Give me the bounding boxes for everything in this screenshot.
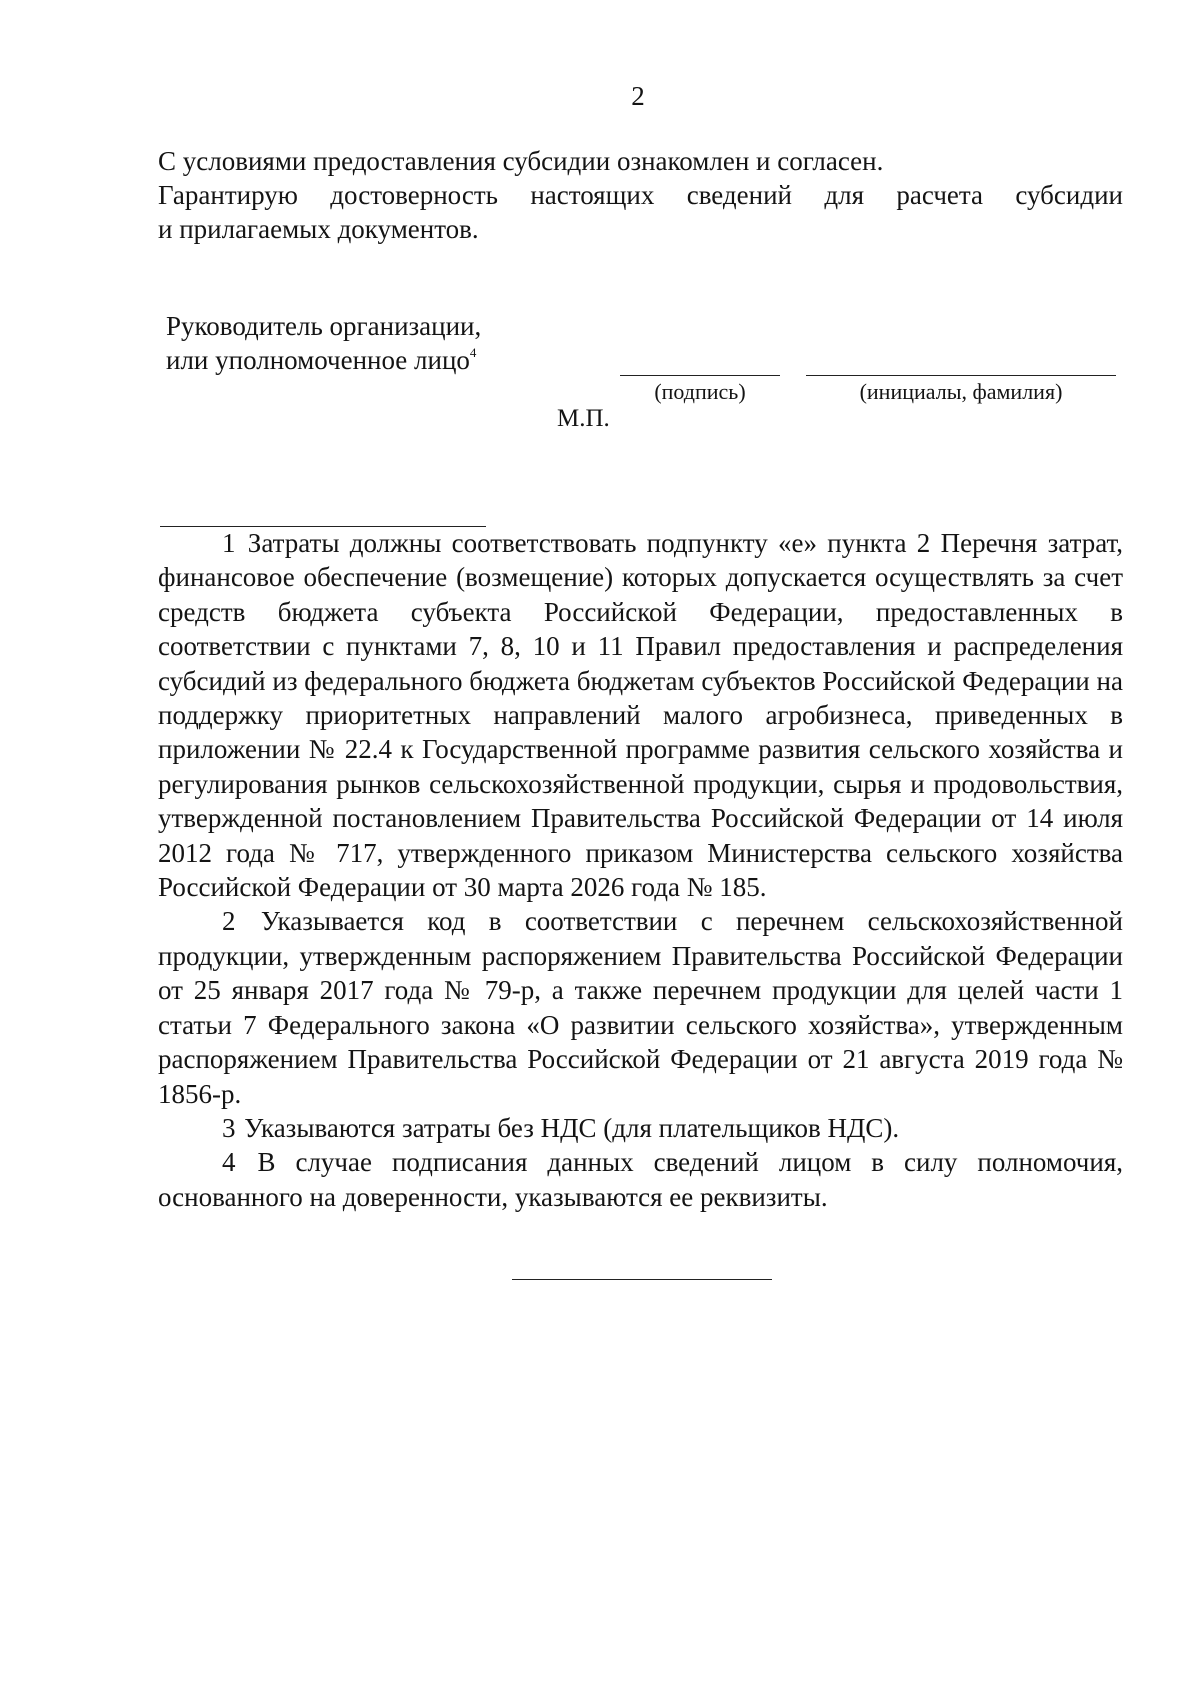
page-number: 2 <box>631 81 645 111</box>
guarantee-statement <box>158 178 1123 246</box>
footnote-mark-4: 4 <box>469 345 477 360</box>
footnote-text: Указываются затраты без НДС (для плательщиков НДС). <box>244 1112 900 1143</box>
footnote-number: 2 <box>222 906 236 937</box>
footnote-number: 1 <box>222 528 236 558</box>
signatory-role-line-2-text: или уполномоченное лицо <box>166 345 470 375</box>
footnote-1 <box>158 526 1123 904</box>
name-caption: (инициалы, фамилия) <box>859 379 1063 404</box>
footnote-number: 3 <box>222 1112 236 1143</box>
guarantee-line-1: Гарантирую достоверность настоящих сведений для расчета субсидии <box>158 180 1123 210</box>
signatory-role-line-1: Руководитель организации, <box>166 311 482 341</box>
stamp-place-label: М.П. <box>557 405 610 432</box>
signatory-role-line-2 <box>166 343 481 377</box>
footnote-number: 4 <box>222 1147 236 1178</box>
acceptance-statement <box>158 144 1123 178</box>
name-line <box>806 375 1116 376</box>
footnote-4 <box>158 1145 1123 1214</box>
signatory-role <box>166 309 481 377</box>
signature-caption: (подпись) <box>654 379 746 404</box>
footnotes-section <box>158 526 1123 1214</box>
guarantee-line-2: и прилагаемых документов. <box>158 214 479 244</box>
signature-line <box>620 375 780 376</box>
footnote-text: Затраты должны соответствовать подпункту «е» пункта 2 Перечня затрат, финансовое обеспечение (возмещение) которых допускается осуществлять за счет средств бюджета субъекта Российской Федерации, предоставленных в соответствии с пунктами 7, 8, 10 и 11 Правил предоставления и распределения субсидий из федерального бюджета бюджетам субъектов Российской Федерации на поддержку приоритетных направлений малого агробизнеса, приведенных в приложении № 22.4 к Государственной программе развития сельского хозяйства и регулирования рынков сельскохозяйственной продукции, сырья и продовольствия, утвержденной постановлением Правительства Российской Федерации от 14 июля 2012 года № 717, утвержденного приказом Министерства сельского хозяйства Российской Федерации от 30 марта 2026 года № 185. <box>158 528 1124 903</box>
footnote-3 <box>158 1111 1123 1145</box>
footnote-2 <box>158 904 1123 1110</box>
footnote-text: В случае подписания данных сведений лицом в силу полномочия, основанного на доверенности, указываются ее реквизиты. <box>158 1147 1123 1212</box>
acceptance-text: С условиями предоставления субсидии ознакомлен и согласен. <box>158 146 884 176</box>
footnote-text: Указывается код в соответствии с перечнем сельскохозяйственной продукции, утвержденным распоряжением Правительства Российской Федерации от 25 января 2017 года № 79-р, а также перечнем продукции для целей части 1 статьи 7 Федерального закона «О развитии сельского хозяйства», утвержденным распоряжением Правительства Российской Федерации от 21 августа 2019 года № 1856-р. <box>158 906 1123 1109</box>
end-of-document-rule <box>512 1279 772 1280</box>
